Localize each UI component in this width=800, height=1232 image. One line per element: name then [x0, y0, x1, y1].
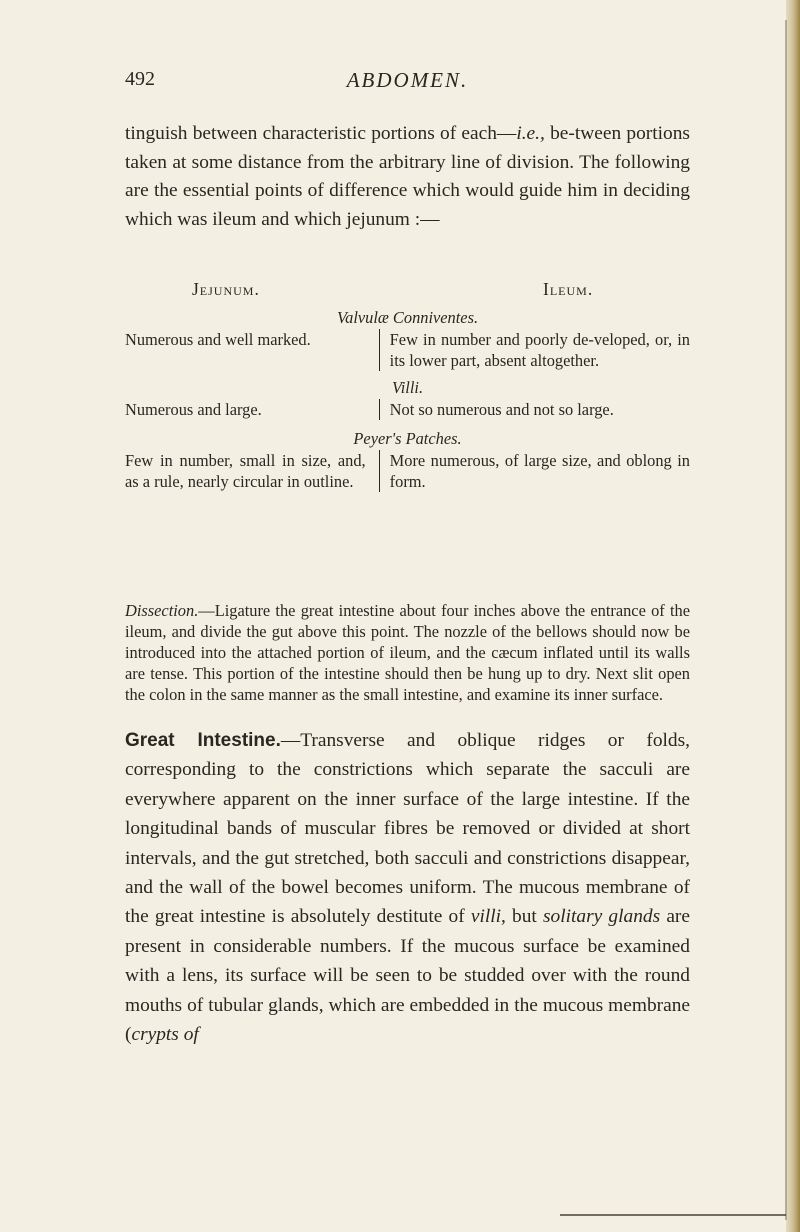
dissection-label: Dissection. — [125, 601, 199, 620]
intro-paragraph: tinguish between characteristic portions of each—i.e., be-tween portions taken at some distance from the arbitrary line of division. The following are the essential points of difference which would guide him in deciding which was ileum and which jejunum :— — [125, 123, 690, 230]
great-intestine-paragraph: Great Intestine.—Transverse and oblique ridges or folds, corresponding to the constrictions which separate the sacculi are everywhere apparent on the inner surface of the large intestine. If the longitudinal bands of muscular fibres be removed or divided at short intervals, and the gut stretched, both sacculi and constrictions disappear, and the wall of the bowel becomes uniform. The mucous membrane of the great intestine is absolutely destitute of villi, but solitary glands are present in considerable numbers. If the mucous surface be examined with a lens, its surface will be seen to be studded over with the round mouths of tubular glands, which are embedded in the mucous membrane (crypts of — [125, 730, 690, 1046]
ileum-heading: Ileum. — [543, 279, 594, 299]
section-title: Peyer's Patches. — [353, 429, 462, 448]
jejunum-heading: Jejunum. — [192, 279, 260, 299]
section-title: Villi. — [391, 378, 424, 397]
jejunum-cell: Numerous and large. — [125, 400, 262, 419]
page-number: 492 — [125, 68, 155, 90]
jejunum-cell: Few in number, small in size, and, as a rule, nearly circular in outline. — [125, 451, 366, 491]
page-header — [125, 68, 690, 98]
great-intestine-heading: Great Intestine. — [125, 730, 281, 751]
dissection-paragraph: Dissection.—Ligature the great intestine about four inches above the entrance of the ileum, and divide the gut above this point. The nozzle of the bellows should now be introduced into the attached portion of ileum, and the cæcum inflated until its walls are tense. This portion of the intestine should then be hung up to dry. Next slit open the colon in the same manner as the small intestine, and examine its inner surface. — [125, 601, 690, 704]
page-edge-line — [785, 20, 787, 1220]
table-row — [125, 329, 690, 371]
jejunum-cell: Numerous and well marked. — [125, 330, 311, 349]
page-edge — [786, 0, 800, 1232]
ileum-cell: Not so numerous and not so large. — [379, 399, 690, 420]
running-head: ABDOMEN. — [346, 68, 469, 92]
section-title: Valvulæ Conniventes. — [336, 308, 479, 327]
bottom-rule — [560, 1214, 786, 1216]
table-row — [125, 399, 690, 420]
ileum-cell: Few in number and poorly de-veloped, or, in its lower part, absent altogether. — [379, 329, 690, 371]
ie-abbrev: i.e., — [516, 123, 545, 144]
table-row — [125, 450, 690, 492]
comparison-table — [125, 279, 690, 492]
ileum-cell: More numerous, of large size, and oblong in form. — [379, 450, 690, 492]
